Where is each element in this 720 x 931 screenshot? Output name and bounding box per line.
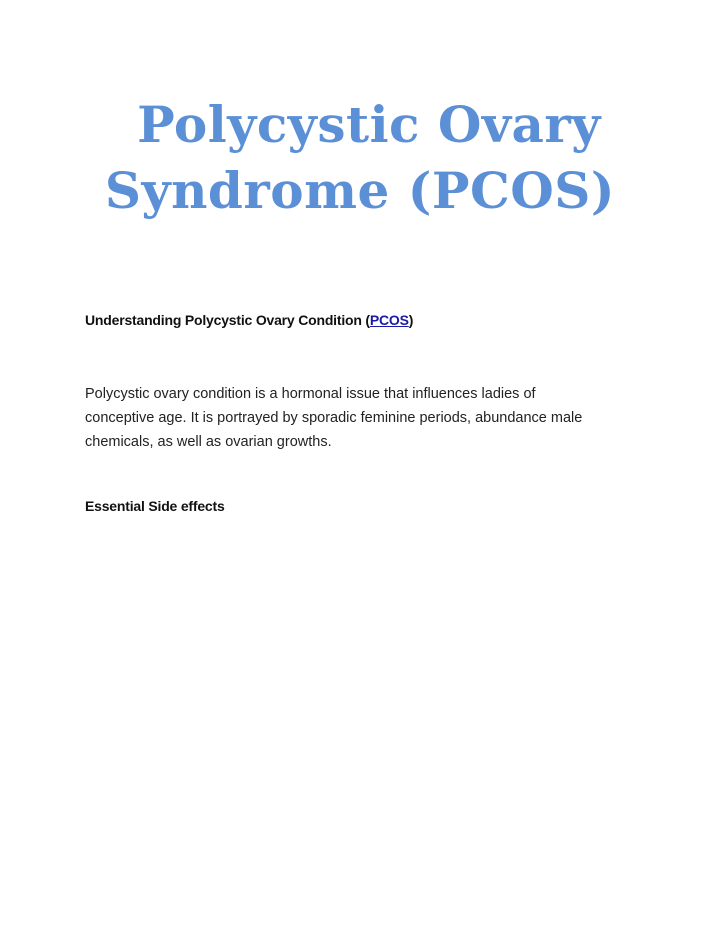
title-line-2: Syndrome (PCOS) [104,161,616,220]
subheading [85,312,413,328]
paragraph-line-3: chemicals, as well as ovarian growths. [85,434,332,450]
subheading-suffix: ) [408,312,414,328]
paragraph-line-1: Polycystic ovary condition is a hormonal issue that influences ladies of [85,386,536,402]
page-title [0,92,720,224]
paragraph-line-2: conceptive age. It is portrayed by sporadic feminine periods, abundance male [85,410,583,426]
pcos-link[interactable]: PCOS [369,312,409,328]
intro-paragraph [85,382,645,454]
title-line-1: Polycystic Ovary [137,95,601,154]
section-heading: Essential Side effects [85,498,225,514]
subheading-prefix: Understanding Polycystic Ovary Condition ( [85,312,370,328]
